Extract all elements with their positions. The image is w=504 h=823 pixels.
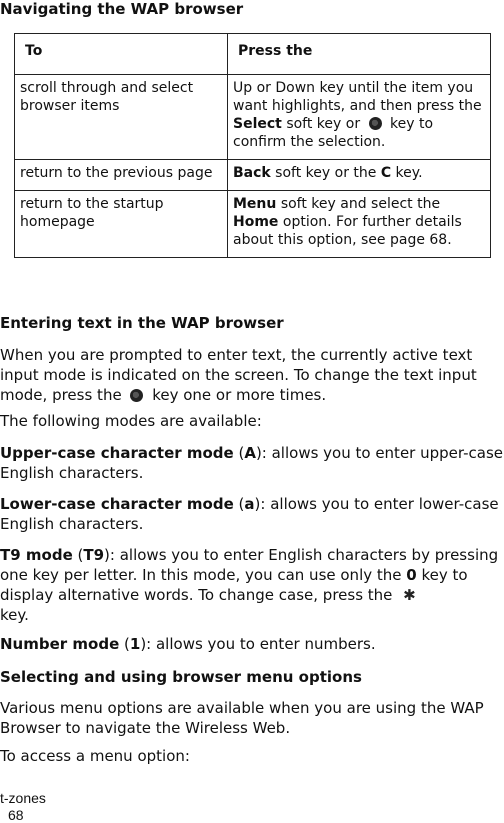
mode-number: Number mode (1): allows you to enter numbers. <box>0 635 376 653</box>
navigation-key-icon <box>369 117 382 130</box>
column-header-press: Press the <box>228 34 491 75</box>
heading-entering-text: Entering text in the WAP browser <box>0 314 284 332</box>
column-header-to: To <box>15 34 228 75</box>
page-number: 68 <box>8 807 24 823</box>
navigation-table <box>14 33 491 258</box>
paragraph-menu-options: Various menu options are available when you are using the WAP Browser to navigate the Wireless Web. <box>0 699 484 737</box>
paragraph-input-mode: When you are prompted to enter text, the currently active text input mode is indicated on the screen. To change the text input mode, press the key one or more times. <box>0 346 477 404</box>
star-key-icon: ✱ <box>403 586 416 604</box>
footer-section-name: t-zones <box>0 790 46 806</box>
navigation-key-icon <box>130 389 143 402</box>
paragraph-modes: The following modes are available: <box>0 412 262 430</box>
table-cell-to: scroll through and select browser items <box>15 75 228 160</box>
table-cell-press: Menu soft key and select the Home option. For further details about this option, see page 68. <box>228 191 491 258</box>
paragraph-access: To access a menu option: <box>0 747 190 765</box>
table-cell-to: return to the previous page <box>15 160 228 191</box>
table-row <box>15 160 491 191</box>
mode-upper-case: Upper-case character mode (A): allows you to enter upper-case English characters. <box>0 444 503 482</box>
table-row <box>15 191 491 258</box>
heading-menu-options: Selecting and using browser menu options <box>0 668 362 686</box>
mode-t9: T9 mode (T9): allows you to enter English characters by pressing one key per letter. In this mode, you can use only the 0 key to display alternative words. To change case, press the ✱ key. <box>0 546 499 624</box>
heading-navigating: Navigating the WAP browser <box>0 0 244 18</box>
mode-lower-case: Lower-case character mode (a): allows you to enter lower-case English characters. <box>0 495 499 533</box>
table-header-row <box>15 34 491 75</box>
table-row <box>15 75 491 160</box>
table-cell-press: Back soft key or the C key. <box>228 160 491 191</box>
table-cell-press: Up or Down key until the item you want highlights, and then press the Select soft key or key to confirm the selection. <box>228 75 491 160</box>
table-cell-to: return to the startup homepage <box>15 191 228 258</box>
